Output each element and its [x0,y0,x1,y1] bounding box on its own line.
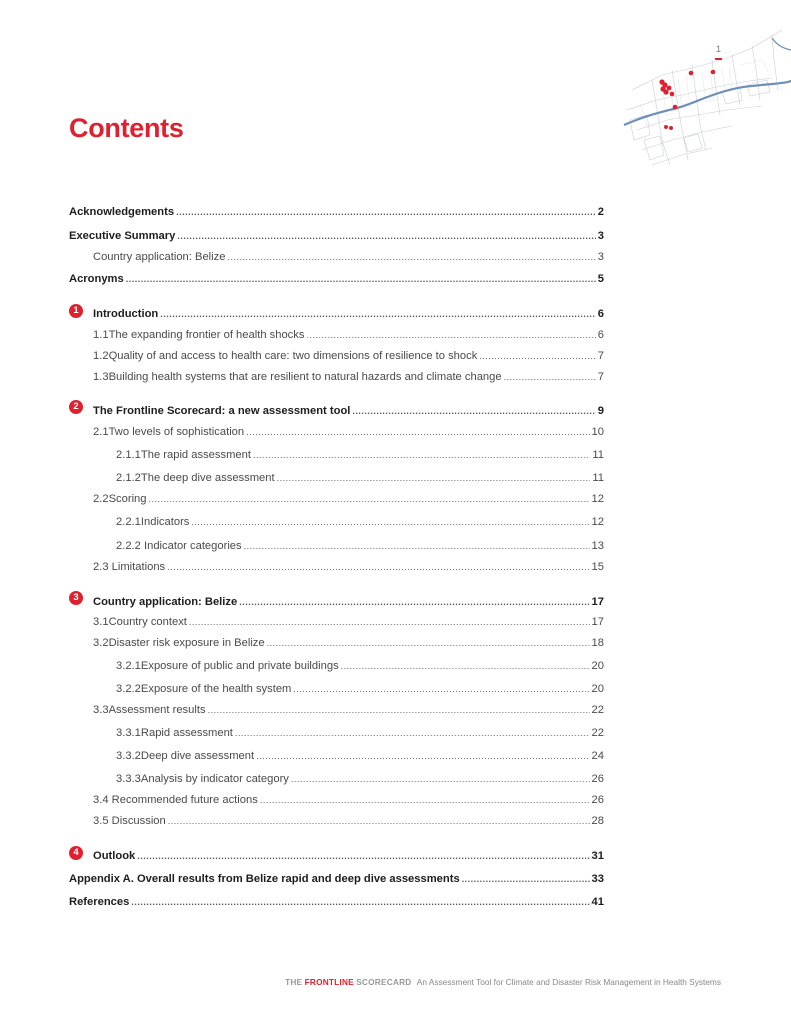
leader-dots [306,326,595,344]
toc-2-3[interactable]: 2.3 Limitations ..... 15 [93,558,604,576]
leader-dots [277,469,591,487]
toc-introduction[interactable]: Introduction ..... 6 [93,305,604,323]
footer-brand-the: THE [285,977,303,987]
leader-dots [239,593,589,611]
toc-2-2-2[interactable]: 2.2.2 Indicator categories ..... 13 [116,537,604,555]
toc-executive-summary[interactable]: Executive Summary ..... 3 [69,227,604,245]
leader-dots [176,203,596,221]
leader-dots [267,634,590,652]
leader-dots [352,402,595,420]
toc-appendix-a[interactable]: Appendix A. Overall results from Belize rapid and deep dive assessments ..... 33 [69,870,604,888]
leader-dots [462,870,590,888]
toc-3-2-1[interactable]: 3.2.1 Exposure of public and private buildings ..... 20 [116,657,604,675]
leader-dots [189,613,590,631]
page-number: 1 [716,44,722,54]
leader-dots [227,248,595,266]
toc-3-2[interactable]: 3.2 Disaster risk exposure in Belize ..... 18 [93,634,604,652]
footer-brand-scorecard: SCORECARD [356,977,412,987]
toc-acronyms[interactable]: Acronyms ..... 5 [69,270,604,288]
toc-country-application-summary[interactable]: Country application: Belize ..... 3 [93,248,604,266]
leader-dots [126,270,596,288]
city-map-illustration [622,20,791,175]
toc-outlook[interactable]: Outlook ..... 31 [93,847,604,865]
page-title: Contents [69,113,184,143]
leader-dots [131,893,589,911]
page-footer [285,977,721,987]
leader-dots [504,368,596,386]
toc-country-application[interactable]: Country application: Belize ..... 17 [93,593,604,611]
leader-dots [191,513,589,531]
toc-1-3[interactable]: 1.3 Building health systems that are resilient to natural hazards and climate change ..... 7 [93,368,604,386]
section-badge-3: 3 [69,591,83,605]
leader-dots [168,812,590,830]
leader-dots [137,847,589,865]
leader-dots [244,537,590,555]
leader-dots [293,680,589,698]
river-path [624,81,791,125]
leader-dots [341,657,590,675]
toc-3-3-2[interactable]: 3.3.2 Deep dive assessment ..... 24 [116,747,604,765]
leader-dots [235,724,590,742]
toc-3-1[interactable]: 3.1 Country context ..... 17 [93,613,604,631]
leader-dots [208,701,590,719]
toc-2-1-1[interactable]: 2.1.1 The rapid assessment ..... 11 [116,446,604,464]
toc-2-1-2[interactable]: 2.1.2 The deep dive assessment ..... 11 [116,469,604,487]
toc-3-3[interactable]: 3.3 Assessment results ..... 22 [93,701,604,719]
section-badge-2: 2 [69,400,83,414]
leader-dots [149,490,590,508]
toc-3-3-3[interactable]: 3.3.3 Analysis by indicator category ..... 26 [116,770,604,788]
toc-references[interactable]: References ..... 41 [69,893,604,911]
toc-1-2[interactable]: 1.2 Quality of and access to health care: two dimensions of resilience to shock ..... 7 [93,347,604,365]
footer-subtitle: An Assessment Tool for Climate and Disaster Risk Management in Health Systems [416,977,721,987]
toc-1-1[interactable]: 1.1 The expanding frontier of health shocks ..... 6 [93,326,604,344]
toc-3-4[interactable]: 3.4 Recommended future actions ..... 26 [93,791,604,809]
toc-2-2-1[interactable]: 2.2.1 Indicators ..... 12 [116,513,604,531]
footer-brand-frontline: FRONTLINE [304,977,354,987]
leader-dots [160,305,596,323]
leader-dots [177,227,595,245]
toc-acknowledgements[interactable]: Acknowledgements ..... 2 [69,203,604,221]
section-badge-1: 1 [69,304,83,318]
leader-dots [253,446,590,464]
leader-dots [260,791,590,809]
toc-3-5[interactable]: 3.5 Discussion ..... 28 [93,812,604,830]
toc-2-2[interactable]: 2.2 Scoring ..... 12 [93,490,604,508]
leader-dots [479,347,595,365]
leader-dots [256,747,589,765]
leader-dots [167,558,589,576]
leader-dots [291,770,590,788]
section-badge-4: 4 [69,846,83,860]
toc-3-3-1[interactable]: 3.3.1 Rapid assessment ..... 22 [116,724,604,742]
leader-dots [246,423,589,441]
toc-frontline-scorecard[interactable]: The Frontline Scorecard: a new assessment tool ..... 9 [93,402,604,420]
toc-3-2-2[interactable]: 3.2.2 Exposure of the health system ..... 20 [116,680,604,698]
toc-2-1[interactable]: 2.1 Two levels of sophistication ..... 10 [93,423,604,441]
